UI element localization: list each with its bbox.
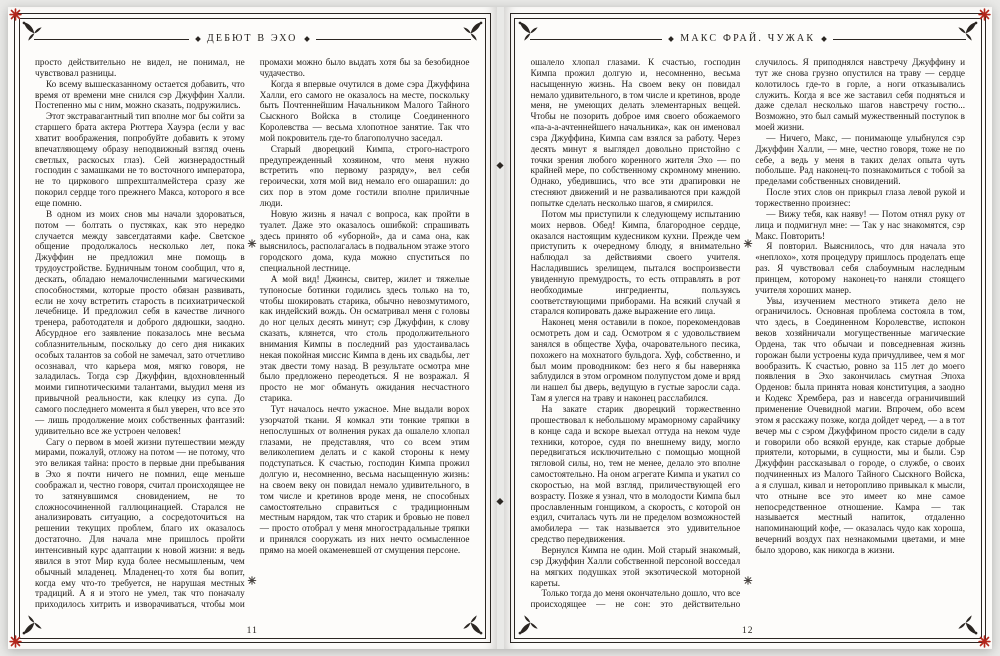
- paragraph: А мой вид! Джинсы, свитер, жилет и тяжелые тупоносые ботинки годились здесь только на то, чтобы шокировать старика, обычно невозмутимого, как индейский вождь. Он осматривал меня с головы до ног целых десять минут; сэр Джуффин, к слову сказать, клянется, что столь продолжительного внимания Кимпы в последний раз удостаивалась некая покойная миссис Кимпа в день их свадьбы, лет этак двести тому назад. В результате осмотра мне было предложено переодеться. Я не возражал. Я просто не мог обмануть ожидания несчастного старика.: [259, 273, 470, 404]
- paragraph: Новую жизнь я начал с вопроса, как пройти в туалет. Даже это оказалось ошибкой: спрашивать здесь принято об «уборной», да и сама она, как выяснилось, располагалась в подвальном этаже этого городского дома, куда можно спуститься по специальной лестнице.: [259, 208, 470, 274]
- header-rule: [833, 39, 966, 40]
- paragraph: Только тогда до меня окончательно дошло, что все происходящее — не сон: это действительно случилось. Я приподнялся навстречу Джуффину и тут же снова грузно опустился на траву — сердце колотилось где-то в горле, а ноги отказывались служить. Когда я все же заставил себя подняться и даже сделал несколько шагов навстречу гостю... Возможно, это был самый мужественный поступок в моей жизни.: [530, 57, 965, 610]
- spine-diamond-icon: [496, 162, 503, 169]
- running-head: [34, 34, 471, 44]
- running-head: [530, 34, 967, 44]
- page-text: [35, 57, 470, 612]
- page-number: 12: [742, 625, 754, 636]
- book-page-right: [504, 7, 993, 649]
- header-diamond-icon: [668, 36, 674, 42]
- paragraph: Увы, изучением местного этикета дело не ограничилось. Основная проблема состояла в том, что здесь, в Соединенном Королевстве, испокон веков хозяйничали могущественные магические Ордена, так что обычаи и повседневная жизнь горожан были устроены куда причудливее, чем я мог вообразить. К счастью, ровно за 115 лет до моего появления в Эхо закончилась смутная Эпоха Орденов: была принята новая конституция, а заодно и Кодекс Хрембера, раз и навсегда ограничивший применение Очевидной магии. Впрочем, обо всем этом я расскажу позже, когда дойдет черед, — а в тот вечер мы с сэром Джуффином просто сидели в саду и говорили обо всякой ерунде, как старые добрые приятели, которыми, в сущности, мы и были. Сэр Джуффин рассказывал о городе, о службе, о своих подчиненных из Малого Тайного Сыскного Войска, а я слушал, кивал и неторопливо привыкал к мысли, что отныне все это имеет ко мне самое непосредственное отношение. Камра — так называется местный напиток, отдаленно напоминающий кофе, — оказалась чудо как хороша, вечерний воздух пах незнакомыми цветами, и мне было здорово, как никогда в жизни.: [755, 295, 965, 555]
- paragraph: Потом мы приступили к следующему испытанию моих нервов. Обед! Кимпа, благородное сердце, оказался настоящим кудесником кухни. Прежде чем приступить к очередному блюду, я внимательно наблюдал за действиями своего учителя. Насладившись зрелищем, пытался воспроизвести увиденную премудрость, то есть отправлять в рот необходимые ингредиенты, пользуясь соответствующими приборами. На всякий случай я старался копировать даже выражение его лица.: [530, 208, 741, 317]
- corner-star-icon: [978, 8, 991, 21]
- book-page-left: [8, 7, 497, 649]
- paragraph: просто действительно не видел, не понимал, не чувствовал разницы.: [35, 57, 245, 78]
- paragraph: ошалело хлопал глазами. К счастью, господин Кимпа прожил долгую и, несомненно, весьма насыщенную жизнь. На своем веку он повидал немало удивительного, в том числе и кретинов, вроде меня, не умеющих делать элементарных вещей. Чтобы не позорить доброе имя своего обожаемого «па-а-а-ачтеннейшего начальника», как он именовал сэра Джуффина, Кимпа сам взялся за работу. Через десять минут я выглядел довольно пристойно с точки зрения любого коренного жителя Эхо — по крайней мере, по собственному скромному мнению. Однако, убедившись, что все эти драпировки не стесняют движений и не разваливаются при каждой попытке сделать несколько шагов, я смирился.: [530, 57, 741, 208]
- header-diamond-icon: [195, 36, 201, 42]
- paragraph: После этих слов он прикрыл глаза левой рукой и торжественно произнес:: [755, 187, 965, 208]
- paragraph: На закате старик дворецкий торжественно прошествовал к небольшому мраморному сарайчику в конце сада и вскоре выехал оттуда на неком чуде техники, которое, судя по внешнему виду, могло передвигаться исключительно с помощью мощной тягловой силы, но, тем не менее, делало это вполне самостоятельно. На оном агрегате Кимпа и укатил со скоростью, на мой взгляд, приличествующей его возрасту. Позже я узнал, что в молодости Кимпа был прославленным гонщиком, а скорость, с которой он ездил, считалась чуть ли не пределом возможностей амобилера — так называется это удивительное средство передвижения.: [530, 404, 741, 545]
- paragraph: — Ничего, Макс, — понимающе улыбнулся сэр Джуффин Халли, — мне, честно говоря, тоже не по себе, а ведь у меня в таких делах опыта чуть побольше. Рад наконец-то познакомиться с тобой за пределами собственных сновидений.: [755, 132, 965, 187]
- header-rule: [316, 39, 471, 40]
- paragraph: Ко всему вышесказанному остается добавить, что время от времени мне снился сэр Джуффин Халли. Постепенно мы с ним, можно сказать, подружились.: [35, 78, 245, 111]
- paragraph: Я повторил. Выяснилось, что для начала это «неплохо», хотя процедуру пришлось проделать еще раз. Я чувствовал себя слабоумным наследным принцем, которому наконец-то наняли стоящего учителя хороших манер.: [755, 241, 965, 295]
- paragraph: Сагу о первом в моей жизни путешествии между мирами, пожалуй, отложу на потом — не потому, что это великая тайна: просто в первые дни пребывания в Эхо я почти ничего не помнил, еще меньше соображал и, честно говоря, считал происходящее не то затянувшимся сновидением, не то сложносочиненной галлюцинацией. Старался не анализировать ситуацию, а сосредоточиться на решении текущих проблем, благо их оказалось достаточно. Для начала мне пришлось пройти интенсивный курс адаптации к новой жизни: я ведь явился в этот Мир куда более несмышленым, чем обычный младенец. Младенец-то хотя бы вопит, когда ему что-то требуется, не нарушая местных традиций. А я и этого не умел, так что поначалу приходилось хитрить и изворачиваться, чтобы мои промахи можно было выдать хотя бы за безобидное чудачество.: [35, 57, 470, 610]
- header-rule: [530, 39, 663, 40]
- spine-diamond-icon: [496, 498, 503, 505]
- paragraph: Тут началось нечто ужасное. Мне выдали ворох узорчатой ткани. Я комкал эти тонкие тряпки в непослушных от волнения руках да ошалело хлопал глазами, не представляя, что со всем этим великолепием делать и с какой стороны к нему подступаться. К счастью, господин Кимпа прожил долгую и, несомненно, весьма насыщенную жизнь: на своем веку он повидал немало удивительного, в том числе и кретинов вроде меня, не способных самостоятельно справиться с традиционным местным нарядом, так что старик и бровью не повел — просто отобрал у меня многострадальные тряпки и принялся сооружать из них нечто осмысленное прямо на моей окаменевшей от смущения персоне.: [259, 404, 470, 555]
- paragraph: В одном из моих снов мы начали здороваться, потом — болтать о пустяках, как это нередко случается между завсегдатаями кафе. Светское общение продолжалось несколько лет, пока Джуффин не предложил мне помощь в трудоустройстве. Будничным тоном сообщил, что я, дескать, обладаю немалочисленными магическими способностями, которые просто обязан развивать, если не хочу встретить старость в психиатрической лечебнице. И предложил себя в качестве личного тренера, работодателя и доброго дядюшки, заодно. Абсурдное его заявление показалось мне весьма соблазнительным, поскольку до сего дня никаких особых талантов за собой не замечал, зато отчетливо осознавал, что карьера моя, мягко говоря, не заладилась. Тогда сэр Джуффин, вдохновленный моими гипнотическими талантами, выудил меня из привычной реальности, как клецку из супа. До самого последнего момента я был уверен, что все это — лишь продолжение моих собственных фантазий: удивительно все же устроен человек!: [35, 208, 245, 436]
- page-number: 11: [246, 625, 258, 636]
- paragraph: Наконец меня оставили в покое, порекомендовав осмотреть дом и сад. Осмотром я с удовольствием занялся в обществе Хуфа, очаровательного песика, похожего на мохнатого бульдога. Хуф, собственно, и был моим проводником: без него я бы наверняка заблудился в этом огромном полупустом доме и вряд ли нашел бы дверь, ведущую в густые заросли сада. Там я улегся на траву и наконец расслабился.: [530, 317, 741, 404]
- corner-star-icon: [978, 635, 991, 648]
- paragraph: Старый дворецкий Кимпа, строго-настрого предупрежденный хозяином, что меня нужно встретить «по первому разряду», вел себя героически, хотя мой вид немало его ошарашил: до сих пор в этом доме гостили вполне приличные люди.: [259, 143, 470, 208]
- paragraph: Когда я впервые очутился в доме сэра Джуффина Халли, его самого не оказалось на месте, поскольку быть Почтеннейшим Начальником Малого Тайного Сыскного Войска в столице Соединенного Королевства — весьма хлопотное занятие. Так что мой покровитель где-то благополучно заседал.: [259, 78, 470, 143]
- paragraph: — Вижу тебя, как наяву! — Потом отнял руку от лица и подмигнул мне: — Так у нас знакомятся, сэр Макс. Повторить!: [755, 208, 965, 241]
- paragraph: Этот экстравагантный тип вполне мог бы сойти за старшего брата актера Рюттера Хауэра (если у вас хватит воображения, попробуйте добавить к этому впечатляющему образу неподвижный взгляд очень светлых, раскосых глаз). Сей жизнерадостный господин с замашками не то восточного императора, не то циркового шпрехшталмейстера сразу же покорил сердце того прежнего Макса, которого я все еще помню.: [35, 111, 245, 208]
- paragraph: Вернулся Кимпа не один. Мой старый знакомый, сэр Джуффин Халли собственной персоной восседал на мягких подушках этой экзотической моторной кареты.: [530, 544, 741, 588]
- header-rule: [34, 39, 189, 40]
- corner-star-icon: [9, 8, 22, 21]
- chapter-title: ДЕБЮТ В ЭХО: [206, 33, 298, 44]
- book-title: МАКС ФРАЙ. ЧУЖАК: [680, 33, 816, 44]
- header-diamond-icon: [304, 36, 310, 42]
- page-text: [531, 57, 966, 612]
- corner-star-icon: [9, 635, 22, 648]
- header-diamond-icon: [821, 36, 827, 42]
- book-spread: [8, 7, 992, 649]
